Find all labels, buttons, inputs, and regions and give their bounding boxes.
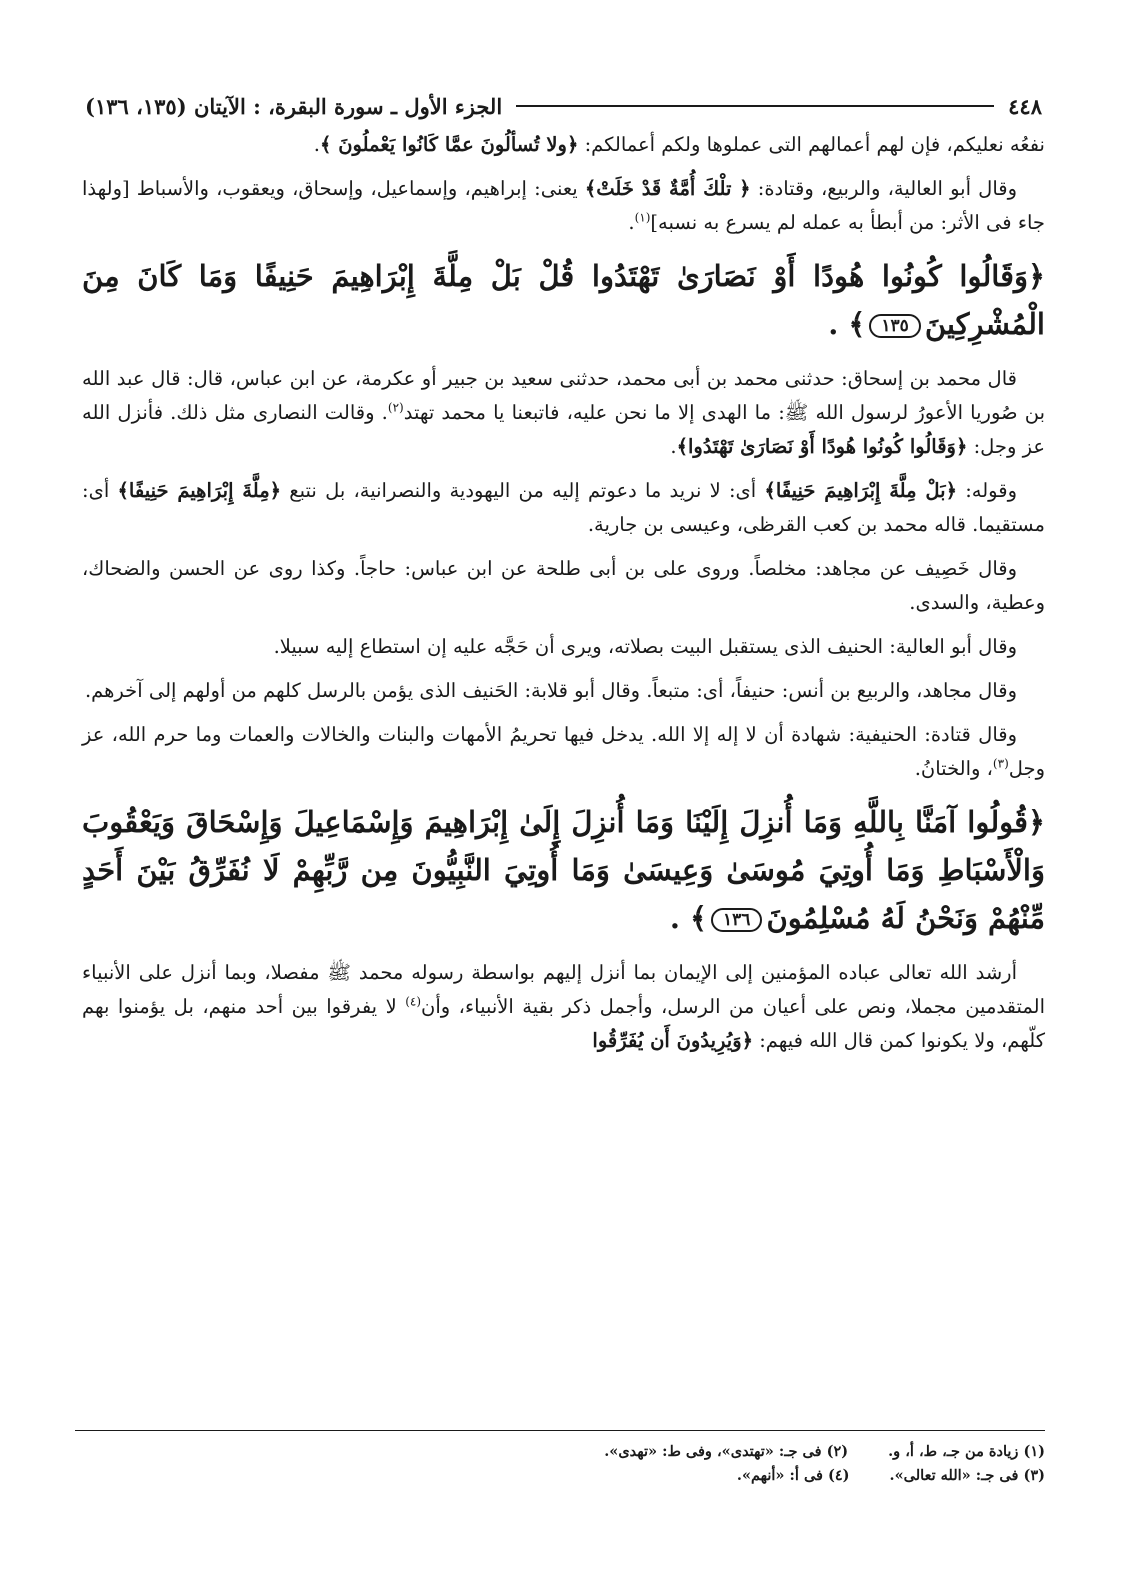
- quran-quote: ﴿مِلَّةَ إِبْرَاهِيمَ حَنِيفًا﴾: [117, 479, 282, 502]
- text: أى: لا نريد ما دعوتم إليه من اليهودية والنصرانية، بل نتبع: [281, 479, 765, 502]
- text: .: [670, 435, 677, 458]
- running-header: [85, 88, 1042, 124]
- verse-number-badge: ١٣٥: [869, 314, 920, 338]
- paragraph-5: وقال خَصِيف عن مجاهد: مخلصاً. وروى على بن أبى طلحة عن ابن عباس: حاجاً. وكذا روى عن الحسن والضحاك، وعطية، والسدى.: [82, 557, 1045, 614]
- quran-quote: ﴿بَلْ مِلَّةَ إِبْرَاهِيمَ حَنِيفًا﴾: [764, 479, 957, 502]
- footnote-ref: (٤): [405, 994, 422, 1009]
- verse-end: ﴾ .: [669, 901, 708, 935]
- text: أرشد الله تعالى عباده المؤمنين إلى الإيمان بما أنزل إليهم بواسطة رسوله محمد ﷺ مفصلا، وبما أنزل على الأنبياء المتقدمين مجملا، ونص على أعيان من الرسل، وأجمل ذكر بقية الأنبياء، وأن: [82, 961, 1046, 1018]
- text: وقوله:: [957, 479, 1017, 502]
- footnote-ref: (١): [634, 210, 651, 225]
- footnote: (٢) فى جـ: «تهتدى»، وفى ط: «تهدى».: [604, 1443, 849, 1460]
- text: وقال أبو العالية، والربيع، وقتادة:: [750, 177, 1018, 200]
- text: ، والختانُ.: [914, 757, 993, 780]
- paragraph-4: [82, 474, 1045, 542]
- footnote-ref: (٣): [992, 756, 1009, 771]
- footnotes: [82, 1440, 1045, 1488]
- verse-text: ﴿وَقَالُوا كُونُوا هُودًا أَوْ نَصَارَىٰ تَهْتَدُوا قُلْ بَلْ مِلَّةَ إِبْرَاهِيمَ حَنِيفًا وَمَا كَانَ مِنَ الْمُشْرِكِينَ: [82, 259, 1045, 341]
- paragraph-1: [82, 128, 1045, 162]
- footnote-row: [82, 1440, 1045, 1464]
- paragraph-9: [82, 956, 1045, 1058]
- text: .: [313, 133, 320, 156]
- quran-quote: ﴿ولا تُسألُونَ عمَّا كَانُوا يَعْملُونَ ﴾: [319, 133, 579, 156]
- footnote-separator: [75, 1430, 1045, 1431]
- verse-number-badge: ١٣٦: [711, 908, 762, 932]
- text: نفعُه نعليكم، فإن لهم أعمالهم التى عملوها ولكم أعمالكم:: [578, 133, 1045, 156]
- text: .: [628, 211, 635, 234]
- quran-quote: ﴿وَقَالُوا كُونُوا هُودًا أَوْ نَصَارَىٰ تَهْتَدُوا﴾: [676, 435, 968, 458]
- text: . وقالت النصارى مثل ذلك. فأنزل الله عز وجل:: [82, 401, 1045, 458]
- text: أى: مستقيما. قاله محمد بن كعب القرظى، وعيسى بن جارية.: [82, 479, 1045, 536]
- text: وقال قتادة: الحنيفية: شهادة أن لا إله إلا الله. يدخل فيها تحريمُ الأمهات والبنات والخالات والعمات وما حرم الله، عز وجل: [82, 723, 1045, 780]
- footnote: (١) زيادة من جـ، ط، أ، و.: [888, 1443, 1045, 1460]
- footnote-ref: (٢): [387, 400, 404, 415]
- verse-136: [82, 798, 1045, 942]
- paragraph-2: [82, 172, 1045, 240]
- quran-quote: ﴿ تلْكَ أُمَّةٌ قَدْ خَلَتْ﴾: [584, 177, 751, 200]
- page-number: ٤٤٨: [1008, 93, 1042, 119]
- paragraph-7: وقال مجاهد، والربيع بن أنس: حنيفاً، أى: متبعاً. وقال أبو قلابة: الحَنيف الذى يؤمن بالرسل كلهم من أولهم إلى آخرهم.: [84, 679, 1017, 702]
- verse-text: ﴿قُولُوا آمَنَّا بِاللَّهِ وَمَا أُنزِلَ إِلَيْنَا وَمَا أُنزِلَ إِلَىٰ إِبْرَاهِيمَ وَإِسْمَاعِيلَ وَإِسْحَاقَ وَيَعْقُوبَ وَالْأَسْبَاطِ وَمَا أُوتِيَ مُوسَىٰ وَعِيسَىٰ وَمَا أُوتِيَ النَّبِيُّونَ مِن رَّبِّهِمْ لَا نُفَرِّقُ بَيْنَ أَحَدٍ مِّنْهُمْ وَنَحْنُ لَهُ مُسْلِمُونَ: [82, 805, 1045, 935]
- paragraph-3: [82, 362, 1045, 464]
- footnote: (٣) فى جـ: «الله تعالى».: [889, 1467, 1045, 1484]
- main-text: [82, 128, 1045, 1068]
- header-title: الجزء الأول ـ سورة البقرة، : الآيتان (١٣٥، ١٣٦): [85, 93, 503, 119]
- text: لا يفرقوا بين أحد منهم، بل يؤمنوا بهم كلّهم، ولا يكونوا كمن قال الله فيهم:: [82, 995, 1045, 1052]
- quran-quote: ﴿وَيُرِيدُونَ أَن يُفَرِّقُوا: [592, 1029, 754, 1052]
- verse-135: [82, 252, 1045, 348]
- text: يعنى: إبراهيم، وإسماعيل، وإسحاق، ويعقوب، والأسباط [ولهذا جاء فى الأثر: من أبطأ به عمله لم يسرع به نسبه]: [82, 177, 1045, 234]
- text: قال محمد بن إسحاق: حدثنى محمد بن أبى محمد، حدثنى سعيد بن جبير أو عكرمة، عن ابن عباس، قال: قال عبد الله بن صُوريا الأعورُ لرسول الله ﷺ: ما الهدى إلا ما نحن عليه، فاتبعنا يا محمد تهتد: [82, 367, 1045, 424]
- paragraph-6: وقال أبو العالية: الحنيف الذى يستقبل البيت بصلاته، ويرى أن حَجَّه عليه إن استطاع إليه سبيلا.: [273, 635, 1017, 658]
- header-rule: [516, 105, 994, 107]
- verse-end: ﴾ .: [828, 307, 866, 341]
- footnote: (٤) فى أ: «أنهم».: [736, 1467, 850, 1484]
- paragraph-8: [82, 718, 1045, 786]
- footnote-row: [82, 1464, 1045, 1488]
